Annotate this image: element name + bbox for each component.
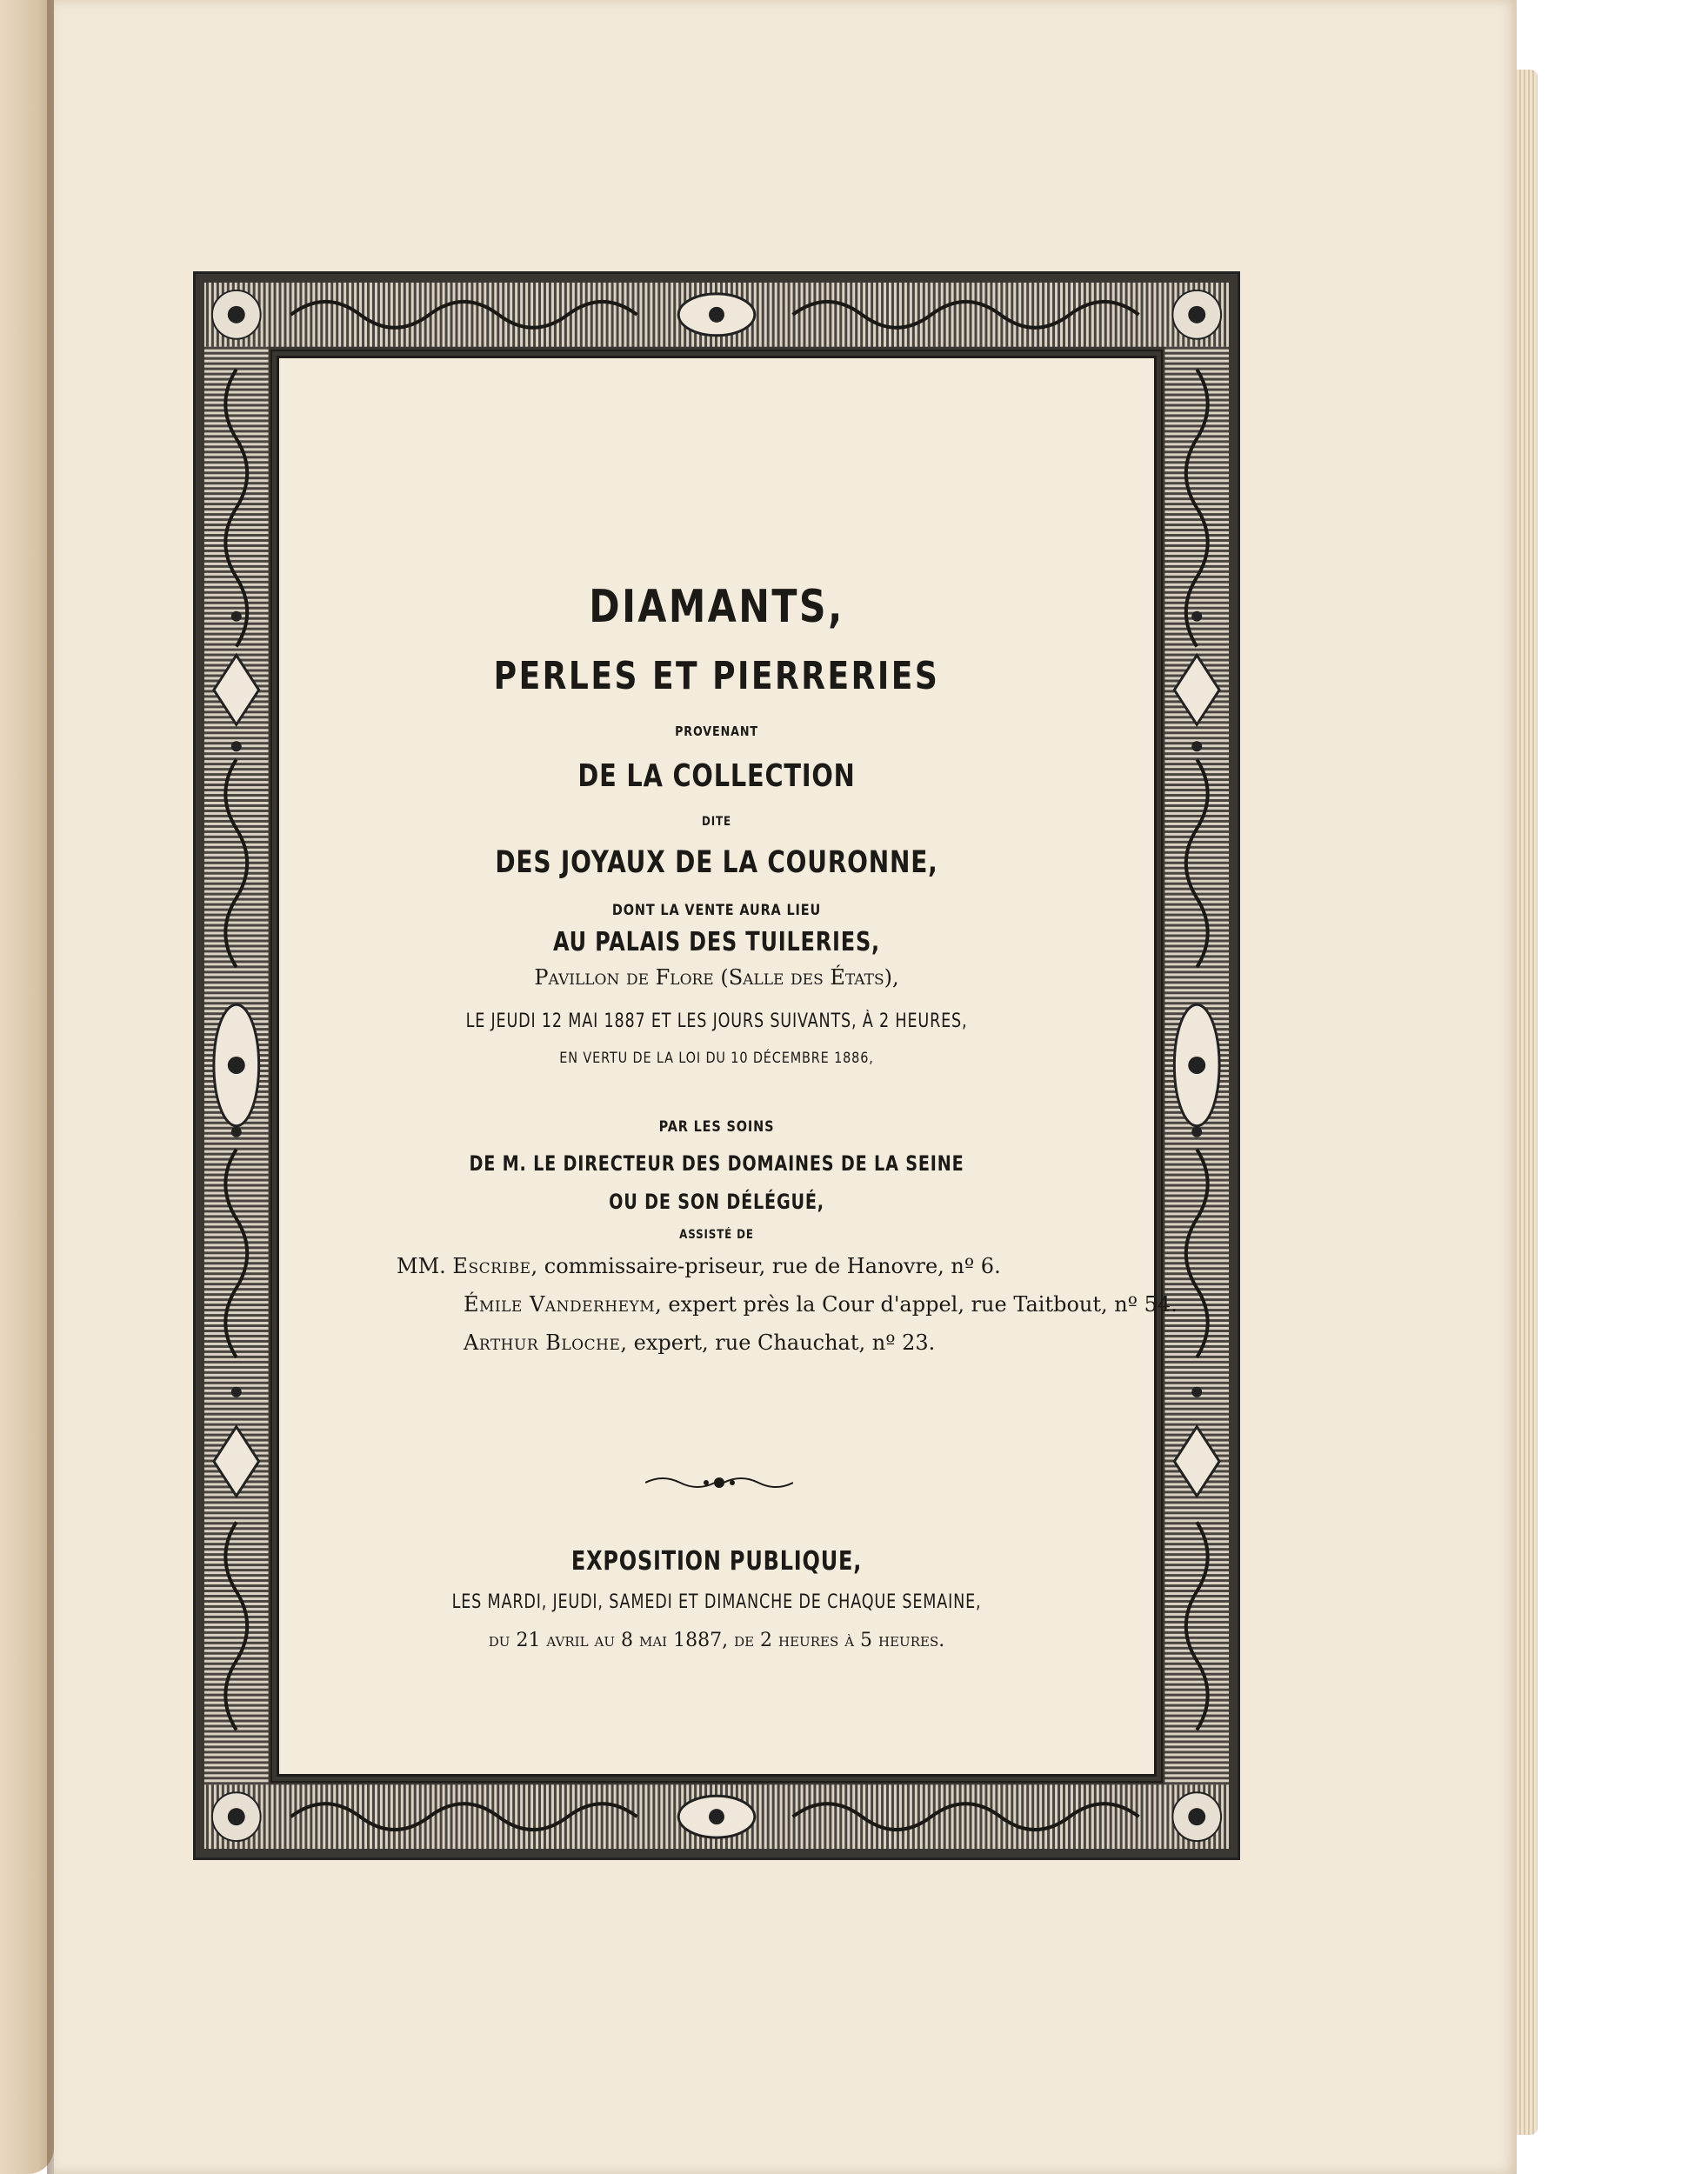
assistant-3: Arthur Bloche, expert, rue Chauchat, nº 23. — [464, 1330, 936, 1355]
ornamental-border — [193, 271, 1240, 1860]
organizer-line-4: ASSISTÉ DE — [679, 1228, 754, 1242]
exposition-line-2: LES MARDI, JEUDI, SAMEDI ET DIMANCHE DE CHAQUE SEMAINE, — [451, 1591, 982, 1613]
title-line-8: AU PALAIS DES TUILERIES, — [553, 927, 880, 957]
organizer-line-2: DE M. LE DIRECTEUR DES DOMAINES DE LA SEINE — [469, 1151, 964, 1176]
title-line-11: EN VERTU DE LA LOI DU 10 DÉCEMBRE 1886, — [559, 1050, 874, 1067]
title-line-4: DE LA COLLECTION — [577, 758, 856, 794]
title-line-3: PROVENANT — [675, 724, 758, 739]
title-line-7: DONT LA VENTE AURA LIEU — [611, 902, 822, 919]
title-line-5: DITE — [702, 815, 731, 829]
title-line-9: Pavillon de Flore (Salle des États), — [534, 965, 899, 990]
organizer-line-1: PAR LES SOINS — [658, 1118, 775, 1136]
assistant-1: MM. Escribe, commissaire-priseur, rue de Hanovre, nº 6. — [397, 1254, 1001, 1278]
exposition-line-1: EXPOSITION PUBLIQUE, — [570, 1546, 863, 1577]
title-line-2: PERLES ET PIERRERIES — [493, 654, 940, 698]
title-line-1: DIAMANTS, — [589, 581, 844, 633]
title-line-6: DES JOYAUX DE LA COURONNE, — [495, 845, 938, 880]
exposition-line-3: du 21 avril au 8 mai 1887, de 2 heures à 5 heures. — [488, 1630, 945, 1651]
facing-page-edge — [0, 0, 54, 2174]
fleuron-ornament — [645, 1473, 793, 1492]
organizer-line-3: OU DE SON DÉLÉGUÉ, — [609, 1190, 824, 1214]
assistant-2: Émile Vanderheym, expert près la Cour d'appel, rue Taitbout, nº 54. — [464, 1292, 1178, 1317]
title-panel — [277, 356, 1178, 1777]
page-edges — [1517, 70, 1538, 2135]
title-line-10: LE JEUDI 12 MAI 1887 ET LES JOURS SUIVANTS, À 2 HEURES, — [465, 1010, 968, 1032]
